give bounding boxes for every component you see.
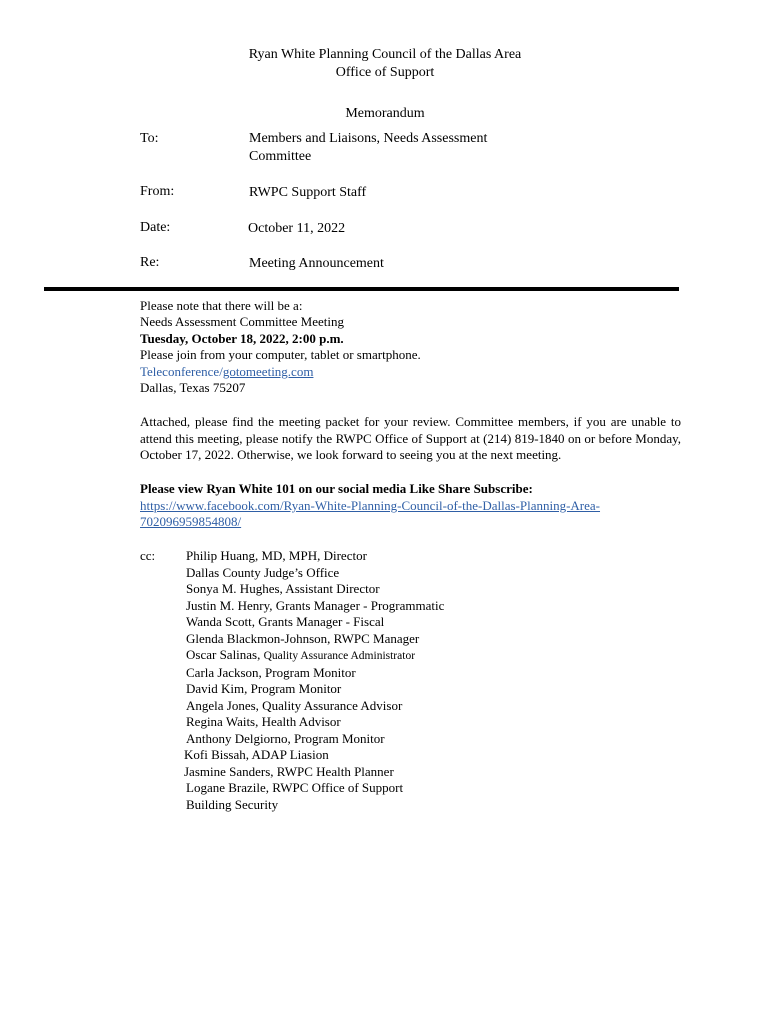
social-media-heading: Please view Ryan White 101 on our social media Like Share Subscribe: <box>140 481 533 496</box>
to-label: To: <box>140 131 159 146</box>
cc-recipient: Glenda Blackmon-Johnson, RWPC Manager <box>186 630 420 646</box>
date-label: Date: <box>140 220 171 235</box>
cc-recipient: Anthony Delgiorno, Program Monitor <box>186 730 385 746</box>
re-label: Re: <box>140 255 160 270</box>
join-instructions: Please join from your computer, tablet or smartphone. <box>140 347 421 362</box>
cc-recipient-title: Quality Assurance Administrator <box>263 650 416 662</box>
meeting-packet-paragraph: Attached, please find the meeting packet for your review. Committee members, if you are unable to attend this meeting, please notify the RWPC Office of Support at (214) 819-1840 on or before Monday, October 17, 2022. Otherwise, we look forward to seeing you at the next meeting. <box>140 414 681 462</box>
date-value: October 11, 2022 <box>248 221 346 236</box>
cc-recipient: Building Security <box>186 796 279 812</box>
org-name: Ryan White Planning Council of the Dallas Area <box>248 47 522 62</box>
cc-recipient: Dallas County Judge’s Office <box>186 564 340 580</box>
header-divider <box>44 287 679 291</box>
cc-recipient-list <box>186 548 444 813</box>
from-label: From: <box>140 184 175 199</box>
cc-recipient: Jasmine Sanders, RWPC Health Planner <box>184 763 394 779</box>
cc-recipient: Justin M. Henry, Grants Manager - Programmatic <box>186 597 445 613</box>
teleconference-prefix: Teleconference/ <box>140 364 223 379</box>
cc-label: cc: <box>140 548 156 563</box>
meeting-datetime: Tuesday, October 18, 2022, 2:00 p.m. <box>140 331 344 346</box>
doc-type-title: Memorandum <box>345 106 425 121</box>
cc-recipient: David Kim, Program Monitor <box>186 681 342 696</box>
facebook-link-line-2[interactable]: 702096959854808/ <box>140 514 242 529</box>
cc-recipient: Sonya M. Hughes, Assistant Director <box>186 581 380 596</box>
cc-recipient: Kofi Bissah, ADAP Liasion <box>184 747 329 762</box>
cc-recipient <box>186 647 444 665</box>
cc-recipient: Philip Huang, MD, MPH, Director <box>186 548 367 563</box>
from-value: RWPC Support Staff <box>249 185 367 200</box>
cc-recipient: Angela Jones, Quality Assurance Advisor <box>186 697 403 713</box>
facebook-link-line-1[interactable]: https://www.facebook.com/Ryan-White-Planning-Council-of-the-Dallas-Planning-Area- <box>140 498 601 513</box>
cc-recipient: Carla Jackson, Program Monitor <box>186 664 356 680</box>
cc-recipient: Wanda Scott, Grants Manager - Fiscal <box>186 614 385 629</box>
cc-recipient: Regina Waits, Health Advisor <box>186 714 341 729</box>
cc-recipient-name: Oscar Salinas, <box>186 647 264 662</box>
re-value: Meeting Announcement <box>249 256 384 271</box>
office-name: Office of Support <box>335 65 435 80</box>
meeting-location: Dallas, Texas 75207 <box>140 380 246 395</box>
teleconference-line <box>140 364 313 380</box>
cc-recipient: Logane Brazile, RWPC Office of Support <box>186 780 404 795</box>
notice-intro: Please note that there will be a: <box>140 298 303 313</box>
meeting-name: Needs Assessment Committee Meeting <box>140 314 345 329</box>
gotomeeting-link[interactable]: gotomeeting.com <box>222 364 314 379</box>
to-value: Members and Liaisons, Needs Assessment Committee <box>249 131 488 164</box>
